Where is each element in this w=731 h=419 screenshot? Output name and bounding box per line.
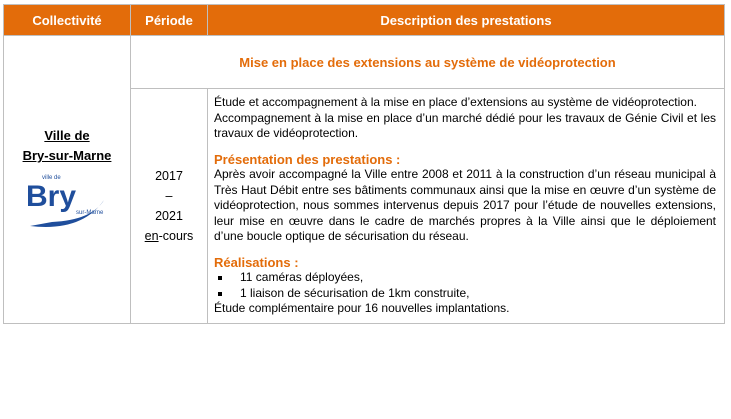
- project-title: Mise en place des extensions au système de vidéoprotection: [131, 36, 725, 89]
- collectivite-name-line1: Ville de: [44, 128, 90, 144]
- logo-small-bottom: sur-Marne: [76, 210, 104, 217]
- header-periode: Période: [131, 5, 208, 36]
- periode-status-underlined: en: [144, 228, 159, 243]
- description-intro-2: Accompagnement à la mise en place d’un marché dédié pour les travaux de Génie Civil et les travaux de vidéoprotection.: [214, 110, 716, 140]
- bry-sur-marne-logo: [22, 170, 112, 232]
- list-item: 1 liaison de sécurisation de 1km construite,: [214, 286, 716, 302]
- periode-end: 2021: [155, 208, 183, 223]
- collectivite-name-line2: Bry-sur-Marne: [22, 148, 112, 164]
- header-description: Description des prestations: [208, 5, 725, 36]
- logo-text: Bry: [26, 180, 77, 214]
- periode-cell: [131, 89, 208, 324]
- references-table: [3, 4, 725, 324]
- periode-status: [131, 226, 207, 246]
- header-row: [4, 5, 725, 36]
- table-row: [4, 36, 725, 89]
- periode-start: 2017: [155, 168, 183, 183]
- periode-dash: –: [165, 188, 173, 203]
- description-cell: [208, 89, 725, 324]
- header-collectivite: Collectivité: [4, 5, 131, 36]
- logo-small-top: ville de: [42, 175, 61, 182]
- realisations-list: [214, 270, 716, 301]
- realisations-title: Réalisations :: [214, 254, 299, 270]
- description-closing: Étude complémentaire pour 16 nouvelles implantations.: [214, 301, 510, 315]
- collectivite-cell: [4, 36, 131, 324]
- description-intro-1: Étude et accompagnement à la mise en place d’extensions au système de vidéoprotection.: [214, 95, 697, 109]
- presentation-text: Après avoir accompagné la Ville entre 2008 et 2011 à la construction d’un réseau municipal à Très Haut Débit entre ses bâtiments communaux ainsi que la mise en œuvre d’un système de vidéoprotection, nous sommes intervenus depuis 2017 pour l’étude de nouvelles extensions, leur mise en œuvre dans le cadre de marchés propres à la Ville ainsi que le déploiement d’une boucle optique de sécurisation du réseau.: [214, 167, 716, 243]
- logo-graphic: [22, 170, 112, 232]
- periode-status-rest: -cours: [158, 228, 194, 243]
- presentation-title: Présentation des prestations :: [214, 151, 401, 167]
- list-item: 11 caméras déployées,: [214, 270, 716, 286]
- references-table-wrapper: [3, 4, 725, 410]
